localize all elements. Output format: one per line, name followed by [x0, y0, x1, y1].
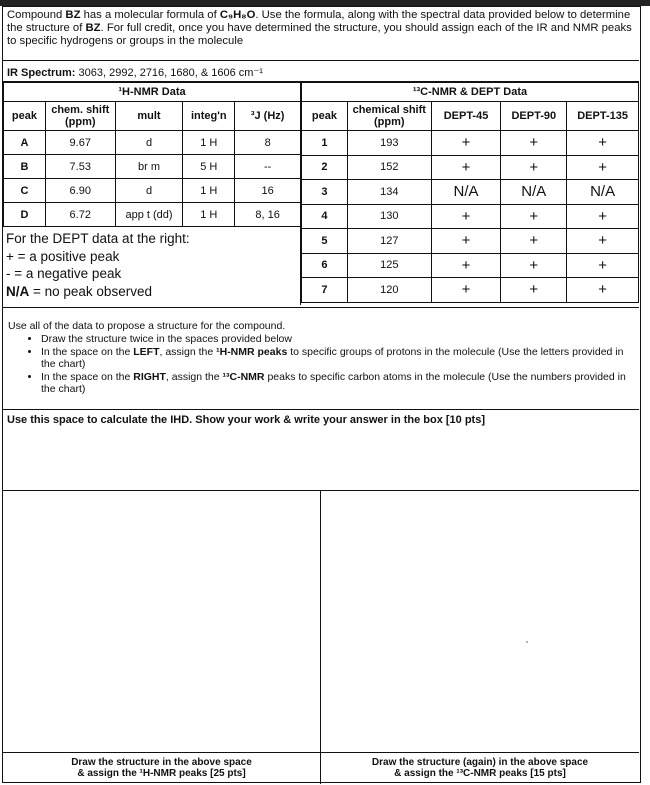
h-integ: 5 H	[183, 155, 235, 179]
h-mult: d	[115, 131, 183, 155]
draw-right-caption	[321, 752, 639, 784]
h-shift: 9.67	[45, 131, 115, 155]
table-row	[302, 253, 639, 278]
h-peak: B	[4, 155, 46, 179]
instr-text: In the space on the	[41, 370, 134, 383]
intro-text: has a molecular formula of	[80, 9, 220, 21]
c-dept90: +	[501, 204, 567, 229]
c-dept45: +	[431, 204, 501, 229]
stray-dot	[526, 641, 528, 643]
intro-paragraph	[7, 9, 637, 48]
instr-emph: LEFT	[133, 345, 160, 358]
legend-na	[6, 283, 300, 301]
list-item	[41, 346, 631, 371]
c-dept135: +	[567, 278, 639, 303]
molecular-formula: C₉H₈O	[219, 9, 256, 21]
ihd-work-area[interactable]	[3, 409, 639, 491]
c-dept90: +	[501, 131, 567, 156]
h-integ: 1 H	[183, 131, 235, 155]
c-header-shift: chemical shift (ppm)	[347, 102, 431, 131]
h-mult: app t (dd)	[115, 203, 183, 227]
h-integ: 1 H	[183, 179, 235, 203]
c-dept90: +	[501, 253, 567, 278]
c-header-dept45: DEPT-45	[431, 102, 501, 131]
h-peak: C	[4, 179, 46, 203]
h-header-peak: peak	[4, 102, 46, 131]
h-mult: br m	[115, 155, 183, 179]
h-header-mult: mult	[115, 102, 183, 131]
h-shift: 6.90	[45, 179, 115, 203]
instr-emph: RIGHT	[133, 370, 166, 383]
instructions-section	[3, 307, 639, 415]
draw-area-right[interactable]	[321, 491, 639, 784]
dept-legend	[6, 230, 300, 300]
instructions-lead: Use all of the data to propose a structure for the compound.	[8, 320, 286, 332]
c-shift: 134	[347, 180, 431, 205]
table-row	[302, 278, 639, 303]
c-dept90: +	[501, 229, 567, 254]
c-dept90: +	[501, 278, 567, 303]
c-header-dept90: DEPT-90	[501, 102, 567, 131]
c-peak: 7	[302, 278, 348, 303]
c-peak: 6	[302, 253, 348, 278]
instr-emph: ¹³C-NMR	[222, 370, 265, 383]
legend-negative: - = a negative peak	[6, 266, 122, 281]
h-shift: 7.53	[45, 155, 115, 179]
c-shift: 127	[347, 229, 431, 254]
c-dept45: +	[431, 278, 501, 303]
c-dept135: +	[567, 155, 639, 180]
c-peak: 4	[302, 204, 348, 229]
h-mult: d	[115, 179, 183, 203]
c-shift: 120	[347, 278, 431, 303]
c-dept135: +	[567, 131, 639, 156]
h-peak: A	[4, 131, 46, 155]
list-item	[41, 371, 631, 396]
instr-text: peaks to specific carbon atoms in the molecule (Use the numbers provided in the chart)	[41, 370, 626, 395]
caption-line: & assign the ¹H-NMR peaks [25 pts]	[77, 768, 246, 779]
h-j: 8, 16	[235, 203, 301, 227]
c-dept135: N/A	[567, 180, 639, 205]
ihd-prompt: Use this space to calculate the IHD. Show your work & write your answer in the box [10 pts]	[7, 414, 486, 426]
table-row	[4, 179, 301, 203]
table-row	[302, 204, 639, 229]
c-dept45: +	[431, 253, 501, 278]
h-header-shift: chem. shift (ppm)	[45, 102, 115, 131]
h-j: 8	[235, 131, 301, 155]
table-row	[302, 180, 639, 205]
table-row	[4, 203, 301, 227]
h-nmr-title: ¹H-NMR Data	[4, 83, 301, 102]
intro-text: . For full credit, once you have determined the structure, you should assign each of the IR and NMR peaks to specific hydrogens or groups in the molecule	[7, 22, 632, 47]
c-dept45: N/A	[431, 180, 501, 205]
compound-name: BZ	[85, 22, 101, 34]
legend-na-text: = no peak observed	[29, 283, 152, 299]
compound-name: BZ	[65, 9, 81, 21]
c-shift: 152	[347, 155, 431, 180]
legend-title: For the DEPT data at the right:	[6, 231, 190, 246]
h-nmr-table	[3, 82, 301, 227]
c-dept135: +	[567, 229, 639, 254]
worksheet	[2, 6, 641, 783]
caption-line: & assign the ¹³C-NMR peaks [15 pts]	[394, 768, 566, 779]
caption-line: Draw the structure (again) in the above space	[371, 757, 589, 768]
h-j: 16	[235, 179, 301, 203]
c-dept45: +	[431, 155, 501, 180]
intro-text: Compound	[7, 9, 66, 21]
instr-text: , assign the	[159, 345, 217, 358]
table-row	[4, 155, 301, 179]
c-peak: 1	[302, 131, 348, 156]
table-row	[4, 131, 301, 155]
h-integ: 1 H	[183, 203, 235, 227]
ir-values: 3063, 2992, 2716, 1680, & 1606 cm⁻¹	[78, 67, 263, 79]
c-shift: 125	[347, 253, 431, 278]
legend-na-label: N/A	[6, 283, 30, 299]
c-peak: 5	[302, 229, 348, 254]
c-dept45: +	[431, 131, 501, 156]
c-header-dept135: DEPT-135	[567, 102, 639, 131]
draw-left-caption	[3, 752, 320, 784]
ir-label: IR Spectrum:	[7, 67, 76, 79]
c-dept90: +	[501, 155, 567, 180]
c-dept90: N/A	[501, 180, 567, 205]
intro-text: . Use the formula, along with the spectral data provided below to determine the structure of	[7, 9, 631, 34]
table-row	[302, 155, 639, 180]
c-nmr-title: ¹³C-NMR & DEPT Data	[302, 83, 639, 102]
draw-area-left[interactable]	[3, 491, 321, 784]
c-nmr-table	[301, 82, 639, 303]
h-peak: D	[4, 203, 46, 227]
instr-emph: ¹H-NMR peaks	[216, 345, 288, 358]
instructions-list	[21, 333, 631, 396]
instr-text: , assign the	[165, 370, 223, 383]
c-dept135: +	[567, 204, 639, 229]
c-dept135: +	[567, 253, 639, 278]
instr-text: In the space on the	[41, 345, 134, 358]
c-shift: 193	[347, 131, 431, 156]
h-header-integ: integ'n	[183, 102, 235, 131]
c-peak: 2	[302, 155, 348, 180]
list-item: • Draw the structure twice in the spaces provided below	[41, 333, 631, 346]
legend-positive: + = a positive peak	[6, 248, 120, 264]
c-shift: 130	[347, 204, 431, 229]
caption-line: Draw the structure in the above space	[71, 757, 252, 768]
h-j: --	[235, 155, 301, 179]
table-row	[302, 131, 639, 156]
ir-spectrum-row	[3, 60, 639, 82]
h-header-j: ³J (Hz)	[235, 102, 301, 131]
c-dept45: +	[431, 229, 501, 254]
c-peak: 3	[302, 180, 348, 205]
c-header-peak: peak	[302, 102, 348, 131]
h-shift: 6.72	[45, 203, 115, 227]
table-row	[302, 229, 639, 254]
instr-text: to specific groups of protons in the molecule (Use the letters provided in the chart)	[41, 345, 624, 370]
